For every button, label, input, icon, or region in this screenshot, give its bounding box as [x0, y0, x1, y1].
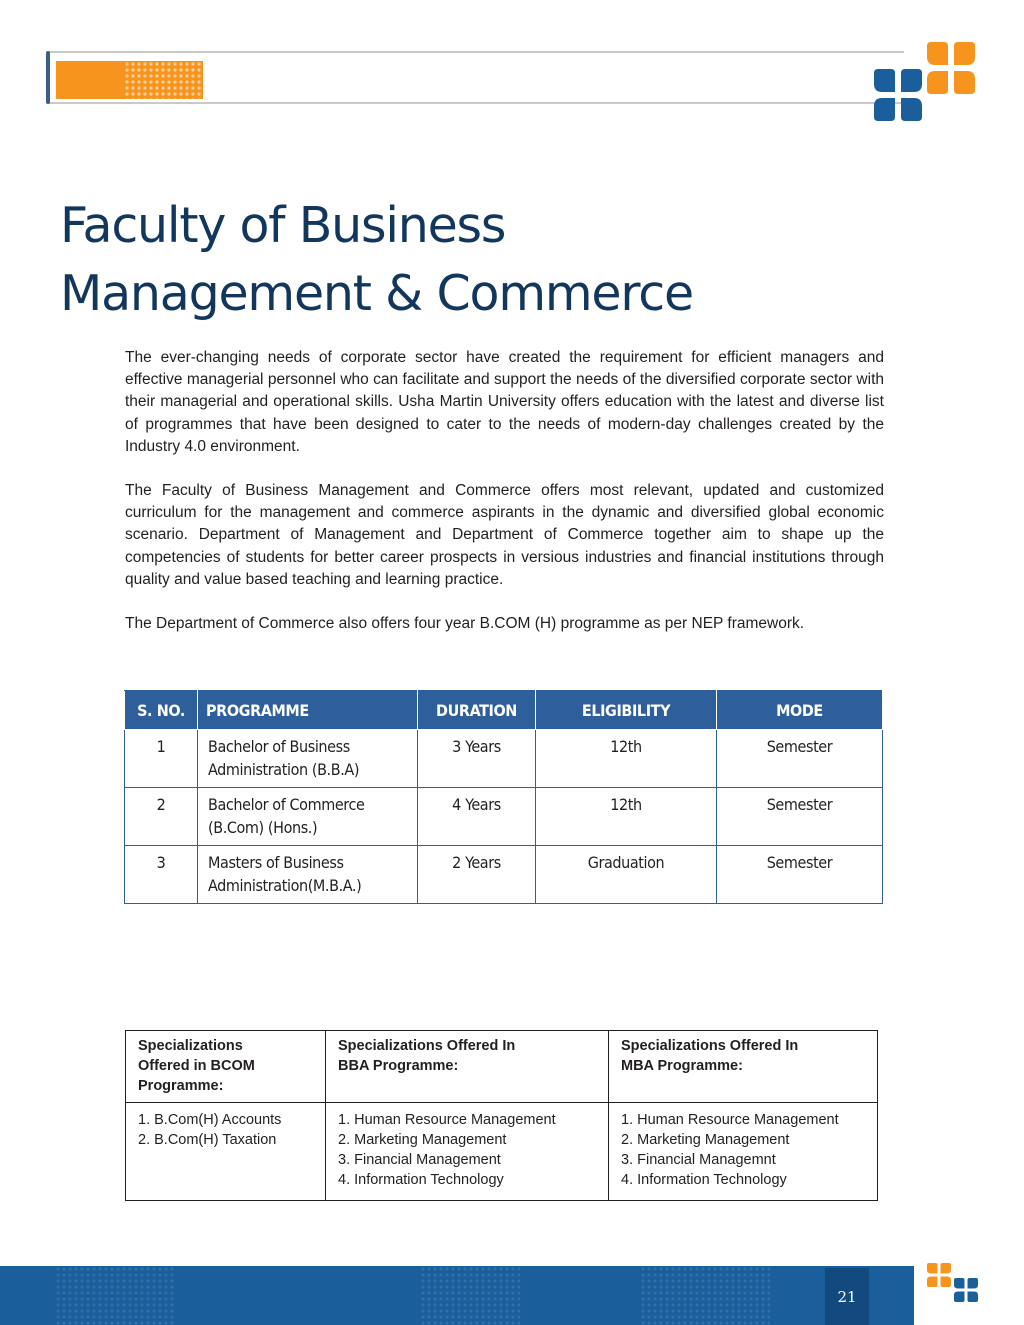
table-header-row — [125, 691, 883, 730]
column-header-duration: DURATION — [418, 691, 536, 730]
list-item: 1. B.Com(H) Accounts — [138, 1112, 282, 1128]
footer-texture — [640, 1266, 770, 1325]
page-title-line-2: Management & Commerce — [60, 265, 693, 322]
column-header-mba: Specializations Offered In MBA Programme: — [609, 1031, 878, 1103]
cell-eligibility: 12th — [536, 788, 717, 846]
university-logo-icon — [866, 40, 980, 124]
paragraph: The ever-changing needs of corporate sector have created the requirement for efficient managers and effective managerial personnel who can facilitate and support the needs of the diversified corporate sector with their managerial and operational skills. Usha Martin University offers education with the latest and diverse list of programmes that have been designed to cater to the needs of modern-day challenges created by the Industry 4.0 environment. — [125, 349, 884, 455]
cell-mode: Semester — [717, 730, 883, 788]
cell-programme: Bachelor of Business Administration (B.B.A) — [198, 730, 418, 788]
cell-duration: 2 Years — [418, 846, 536, 904]
bcom-specializations — [126, 1103, 326, 1201]
table-row — [126, 1103, 878, 1201]
specializations-table — [125, 1030, 878, 1201]
bba-specializations — [326, 1103, 609, 1201]
list-item: 3. Financial Managemnt — [621, 1152, 776, 1168]
list-item: 2. Marketing Management — [621, 1132, 790, 1148]
mba-specializations — [609, 1103, 878, 1201]
footer-texture — [55, 1266, 175, 1325]
header-accent-pattern — [124, 61, 203, 99]
paragraph: The Department of Commerce also offers four year B.COM (H) programme as per NEP framework. — [125, 615, 805, 633]
cell-mode: Semester — [717, 846, 883, 904]
page-number: 21 — [837, 1288, 857, 1306]
column-header-bba: Specializations Offered In BBA Programme: — [326, 1031, 609, 1103]
table-header-row — [126, 1031, 878, 1103]
table-row — [125, 846, 883, 904]
cell-sno: 1 — [125, 730, 198, 788]
table-row — [125, 730, 883, 788]
table-row — [125, 788, 883, 846]
column-header-sno: S. NO. — [125, 691, 198, 730]
paragraph: The Faculty of Business Management and Commerce offers most relevant, updated and customized curriculum for the management and commerce aspirants in the dynamic and diversified global economic scenario. Department of Management and Department of Commerce together aim to shape up the competencies of students for better career prospects in versious industries and financial institutions through quality and value based teaching and learning practice. — [125, 482, 884, 588]
cell-duration: 4 Years — [418, 788, 536, 846]
cell-sno: 3 — [125, 846, 198, 904]
programme-table — [124, 690, 883, 904]
cell-programme: Bachelor of Commerce (B.Com) (Hons.) — [198, 788, 418, 846]
column-header-programme: PROGRAMME — [198, 691, 418, 730]
footer-texture — [420, 1266, 520, 1325]
university-logo-icon — [926, 1262, 980, 1304]
list-item: 2. B.Com(H) Taxation — [138, 1132, 277, 1148]
column-header-mode: MODE — [717, 691, 883, 730]
list-item: 3. Financial Management — [338, 1152, 501, 1168]
intro-text — [125, 347, 884, 657]
list-item: 4. Information Technology — [621, 1172, 787, 1188]
cell-eligibility: 12th — [536, 730, 717, 788]
column-header-eligibility: ELIGIBILITY — [536, 691, 717, 730]
list-item: 2. Marketing Management — [338, 1132, 507, 1148]
cell-eligibility: Graduation — [536, 846, 717, 904]
list-item: 1. Human Resource Management — [338, 1112, 556, 1128]
page-title-line-1: Faculty of Business — [60, 197, 506, 254]
page-title — [60, 192, 693, 328]
cell-mode: Semester — [717, 788, 883, 846]
list-item: 1. Human Resource Management — [621, 1112, 839, 1128]
cell-programme: Masters of Business Administration(M.B.A.) — [198, 846, 418, 904]
list-item: 4. Information Technology — [338, 1172, 504, 1188]
cell-sno: 2 — [125, 788, 198, 846]
cell-duration: 3 Years — [418, 730, 536, 788]
column-header-bcom: Specializations Offered in BCOM Programme: — [126, 1031, 326, 1103]
